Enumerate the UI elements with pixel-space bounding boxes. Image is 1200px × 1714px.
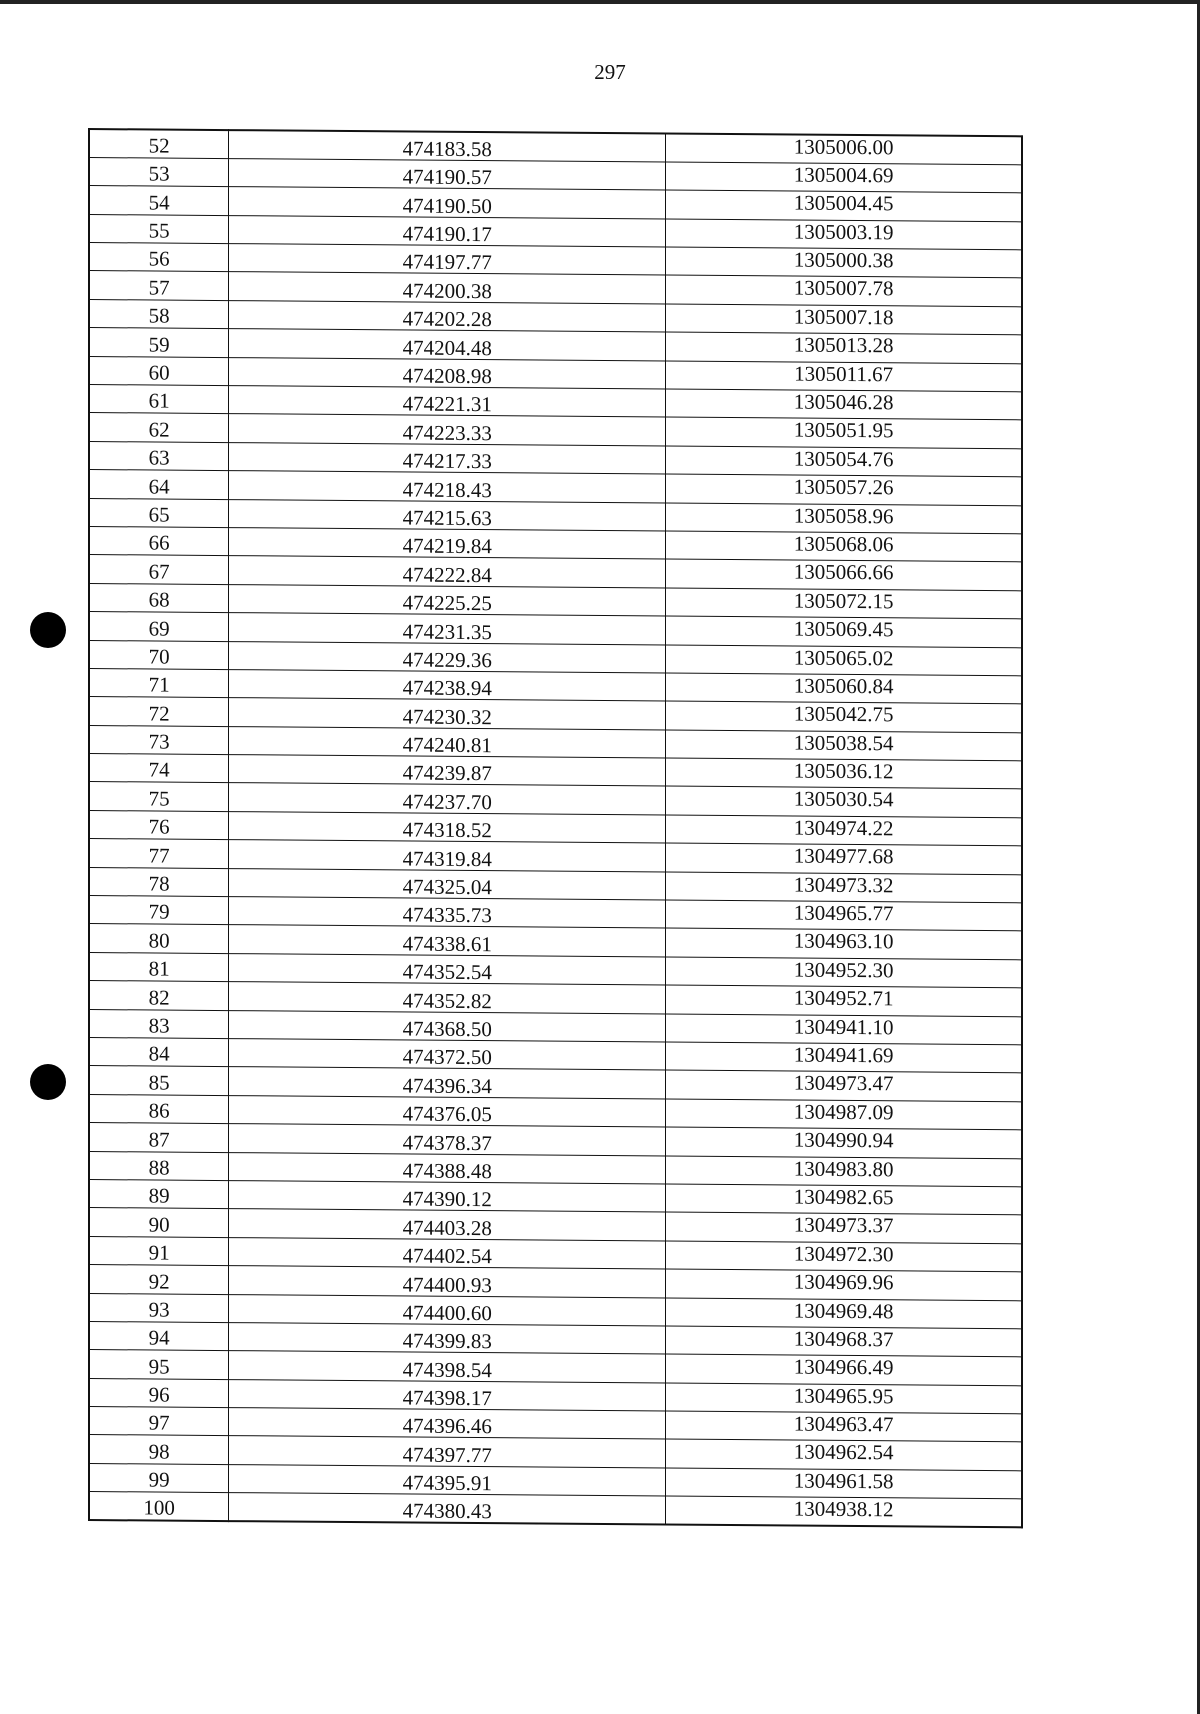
table-row bbox=[89, 1492, 1022, 1528]
y-coordinate-cell: 1305036.12 bbox=[666, 758, 1022, 789]
x-coordinate-cell: 474190.50 bbox=[229, 187, 666, 219]
y-coordinate-cell: 1304973.47 bbox=[666, 1070, 1022, 1101]
x-coordinate-cell: 474218.43 bbox=[229, 471, 666, 503]
x-coordinate-cell: 474230.32 bbox=[229, 698, 666, 730]
x-coordinate-cell: 474380.43 bbox=[229, 1493, 666, 1525]
y-coordinate-cell: 1305046.28 bbox=[666, 389, 1022, 420]
y-coordinate-cell: 1304963.47 bbox=[666, 1411, 1022, 1442]
point-number-cell: 85 bbox=[89, 1066, 229, 1095]
y-coordinate-cell: 1305066.66 bbox=[666, 559, 1022, 590]
x-coordinate-cell: 474239.87 bbox=[229, 755, 666, 787]
x-coordinate-cell: 474338.61 bbox=[229, 925, 666, 957]
y-coordinate-cell: 1304973.37 bbox=[666, 1212, 1022, 1243]
x-coordinate-cell: 474352.82 bbox=[229, 982, 666, 1014]
x-coordinate-cell: 474222.84 bbox=[229, 556, 666, 588]
x-coordinate-cell: 474400.93 bbox=[229, 1266, 666, 1298]
y-coordinate-cell: 1304961.58 bbox=[666, 1468, 1022, 1499]
y-coordinate-cell: 1304973.32 bbox=[666, 872, 1022, 903]
punch-hole bbox=[30, 1064, 66, 1100]
point-number-cell: 52 bbox=[89, 129, 229, 158]
punch-hole bbox=[30, 612, 66, 648]
x-coordinate-cell: 474237.70 bbox=[229, 783, 666, 815]
point-number-cell: 77 bbox=[89, 839, 229, 868]
point-number-cell: 82 bbox=[89, 981, 229, 1010]
y-coordinate-cell: 1305042.75 bbox=[666, 701, 1022, 732]
point-number-cell: 61 bbox=[89, 385, 229, 414]
y-coordinate-cell: 1305000.38 bbox=[666, 247, 1022, 278]
point-number-cell: 94 bbox=[89, 1321, 229, 1350]
point-number-cell: 83 bbox=[89, 1009, 229, 1038]
coordinates-table-body bbox=[89, 129, 1022, 1527]
y-coordinate-cell: 1305038.54 bbox=[666, 730, 1022, 761]
x-coordinate-cell: 474190.17 bbox=[229, 215, 666, 247]
x-coordinate-cell: 474231.35 bbox=[229, 613, 666, 645]
point-number-cell: 76 bbox=[89, 810, 229, 839]
point-number-cell: 100 bbox=[89, 1492, 229, 1521]
y-coordinate-cell: 1304941.69 bbox=[666, 1042, 1022, 1073]
x-coordinate-cell: 474398.54 bbox=[229, 1351, 666, 1383]
x-coordinate-cell: 474376.05 bbox=[229, 1095, 666, 1127]
y-coordinate-cell: 1304969.96 bbox=[666, 1269, 1022, 1300]
x-coordinate-cell: 474204.48 bbox=[229, 329, 666, 361]
page-number: 297 bbox=[594, 60, 626, 84]
y-coordinate-cell: 1305004.69 bbox=[666, 162, 1022, 193]
y-coordinate-cell: 1304966.49 bbox=[666, 1354, 1022, 1385]
point-number-cell: 99 bbox=[89, 1463, 229, 1492]
point-number-cell: 96 bbox=[89, 1378, 229, 1407]
point-number-cell: 58 bbox=[89, 299, 229, 328]
point-number-cell: 88 bbox=[89, 1151, 229, 1180]
x-coordinate-cell: 474215.63 bbox=[229, 499, 666, 531]
x-coordinate-cell: 474202.28 bbox=[229, 300, 666, 332]
x-coordinate-cell: 474197.77 bbox=[229, 244, 666, 276]
x-coordinate-cell: 474395.91 bbox=[229, 1464, 666, 1496]
point-number-cell: 68 bbox=[89, 583, 229, 612]
x-coordinate-cell: 474400.60 bbox=[229, 1294, 666, 1326]
point-number-cell: 72 bbox=[89, 697, 229, 726]
x-coordinate-cell: 474223.33 bbox=[229, 414, 666, 446]
y-coordinate-cell: 1305068.06 bbox=[666, 531, 1022, 562]
y-coordinate-cell: 1304977.68 bbox=[666, 843, 1022, 874]
x-coordinate-cell: 474403.28 bbox=[229, 1209, 666, 1241]
y-coordinate-cell: 1304983.80 bbox=[666, 1156, 1022, 1187]
y-coordinate-cell: 1304965.77 bbox=[666, 900, 1022, 931]
x-coordinate-cell: 474229.36 bbox=[229, 641, 666, 673]
x-coordinate-cell: 474208.98 bbox=[229, 357, 666, 389]
y-coordinate-cell: 1304952.30 bbox=[666, 957, 1022, 988]
point-number-cell: 55 bbox=[89, 214, 229, 243]
y-coordinate-cell: 1305060.84 bbox=[666, 673, 1022, 704]
point-number-cell: 64 bbox=[89, 470, 229, 499]
y-coordinate-cell: 1305054.76 bbox=[666, 446, 1022, 477]
point-number-cell: 79 bbox=[89, 896, 229, 925]
x-coordinate-cell: 474372.50 bbox=[229, 1039, 666, 1071]
y-coordinate-cell: 1305030.54 bbox=[666, 787, 1022, 818]
point-number-cell: 67 bbox=[89, 555, 229, 584]
x-coordinate-cell: 474217.33 bbox=[229, 442, 666, 474]
point-number-cell: 60 bbox=[89, 356, 229, 385]
x-coordinate-cell: 474397.77 bbox=[229, 1436, 666, 1468]
x-coordinate-cell: 474240.81 bbox=[229, 726, 666, 758]
x-coordinate-cell: 474190.57 bbox=[229, 158, 666, 190]
point-number-cell: 95 bbox=[89, 1350, 229, 1379]
point-number-cell: 97 bbox=[89, 1407, 229, 1436]
y-coordinate-cell: 1304987.09 bbox=[666, 1099, 1022, 1130]
x-coordinate-cell: 474319.84 bbox=[229, 840, 666, 872]
x-coordinate-cell: 474238.94 bbox=[229, 670, 666, 702]
x-coordinate-cell: 474352.54 bbox=[229, 953, 666, 985]
y-coordinate-cell: 1304974.22 bbox=[666, 815, 1022, 846]
y-coordinate-cell: 1305003.19 bbox=[666, 219, 1022, 250]
point-number-cell: 75 bbox=[89, 782, 229, 811]
point-number-cell: 98 bbox=[89, 1435, 229, 1464]
x-coordinate-cell: 474325.04 bbox=[229, 868, 666, 900]
point-number-cell: 62 bbox=[89, 413, 229, 442]
y-coordinate-cell: 1304962.54 bbox=[666, 1440, 1022, 1471]
y-coordinate-cell: 1304982.65 bbox=[666, 1184, 1022, 1215]
y-coordinate-cell: 1305004.45 bbox=[666, 190, 1022, 221]
y-coordinate-cell: 1305007.18 bbox=[666, 304, 1022, 335]
point-number-cell: 93 bbox=[89, 1293, 229, 1322]
point-number-cell: 54 bbox=[89, 186, 229, 215]
y-coordinate-cell: 1305072.15 bbox=[666, 588, 1022, 619]
y-coordinate-cell: 1305013.28 bbox=[666, 332, 1022, 363]
point-number-cell: 87 bbox=[89, 1123, 229, 1152]
point-number-cell: 81 bbox=[89, 952, 229, 981]
x-coordinate-cell: 474396.46 bbox=[229, 1408, 666, 1440]
x-coordinate-cell: 474183.58 bbox=[229, 130, 666, 162]
point-number-cell: 89 bbox=[89, 1179, 229, 1208]
y-coordinate-cell: 1305058.96 bbox=[666, 503, 1022, 534]
y-coordinate-cell: 1304952.71 bbox=[666, 985, 1022, 1016]
x-coordinate-cell: 474398.17 bbox=[229, 1379, 666, 1411]
point-number-cell: 53 bbox=[89, 157, 229, 186]
y-coordinate-cell: 1304938.12 bbox=[666, 1496, 1022, 1527]
y-coordinate-cell: 1304965.95 bbox=[666, 1383, 1022, 1414]
point-number-cell: 66 bbox=[89, 526, 229, 555]
point-number-cell: 57 bbox=[89, 271, 229, 300]
y-coordinate-cell: 1305007.78 bbox=[666, 275, 1022, 306]
x-coordinate-cell: 474390.12 bbox=[229, 1181, 666, 1213]
x-coordinate-cell: 474200.38 bbox=[229, 272, 666, 304]
x-coordinate-cell: 474399.83 bbox=[229, 1323, 666, 1355]
point-number-cell: 91 bbox=[89, 1236, 229, 1265]
y-coordinate-cell: 1305065.02 bbox=[666, 645, 1022, 676]
x-coordinate-cell: 474318.52 bbox=[229, 811, 666, 843]
x-coordinate-cell: 474402.54 bbox=[229, 1237, 666, 1269]
y-coordinate-cell: 1304990.94 bbox=[666, 1127, 1022, 1158]
point-number-cell: 74 bbox=[89, 754, 229, 783]
x-coordinate-cell: 474335.73 bbox=[229, 897, 666, 929]
x-coordinate-cell: 474225.25 bbox=[229, 584, 666, 616]
x-coordinate-cell: 474219.84 bbox=[229, 528, 666, 560]
y-coordinate-cell: 1305069.45 bbox=[666, 616, 1022, 647]
point-number-cell: 71 bbox=[89, 668, 229, 697]
point-number-cell: 80 bbox=[89, 924, 229, 953]
y-coordinate-cell: 1305011.67 bbox=[666, 361, 1022, 392]
y-coordinate-cell: 1304941.10 bbox=[666, 1014, 1022, 1045]
x-coordinate-cell: 474368.50 bbox=[229, 1010, 666, 1042]
point-number-cell: 84 bbox=[89, 1038, 229, 1067]
y-coordinate-cell: 1304968.37 bbox=[666, 1326, 1022, 1357]
x-coordinate-cell: 474388.48 bbox=[229, 1152, 666, 1184]
x-coordinate-cell: 474378.37 bbox=[229, 1124, 666, 1156]
point-number-cell: 69 bbox=[89, 612, 229, 641]
y-coordinate-cell: 1305057.26 bbox=[666, 474, 1022, 505]
point-number-cell: 92 bbox=[89, 1265, 229, 1294]
point-number-cell: 86 bbox=[89, 1094, 229, 1123]
point-number-cell: 59 bbox=[89, 328, 229, 357]
y-coordinate-cell: 1305006.00 bbox=[666, 134, 1022, 165]
point-number-cell: 78 bbox=[89, 867, 229, 896]
point-number-cell: 73 bbox=[89, 725, 229, 754]
y-coordinate-cell: 1304963.10 bbox=[666, 928, 1022, 959]
x-coordinate-cell: 474221.31 bbox=[229, 386, 666, 418]
x-coordinate-cell: 474396.34 bbox=[229, 1067, 666, 1099]
y-coordinate-cell: 1305051.95 bbox=[666, 417, 1022, 448]
point-number-cell: 56 bbox=[89, 243, 229, 272]
point-number-cell: 63 bbox=[89, 441, 229, 470]
point-number-cell: 65 bbox=[89, 498, 229, 527]
point-number-cell: 90 bbox=[89, 1208, 229, 1237]
coordinates-table bbox=[88, 128, 1023, 1528]
point-number-cell: 70 bbox=[89, 640, 229, 669]
y-coordinate-cell: 1304969.48 bbox=[666, 1298, 1022, 1329]
y-coordinate-cell: 1304972.30 bbox=[666, 1241, 1022, 1272]
